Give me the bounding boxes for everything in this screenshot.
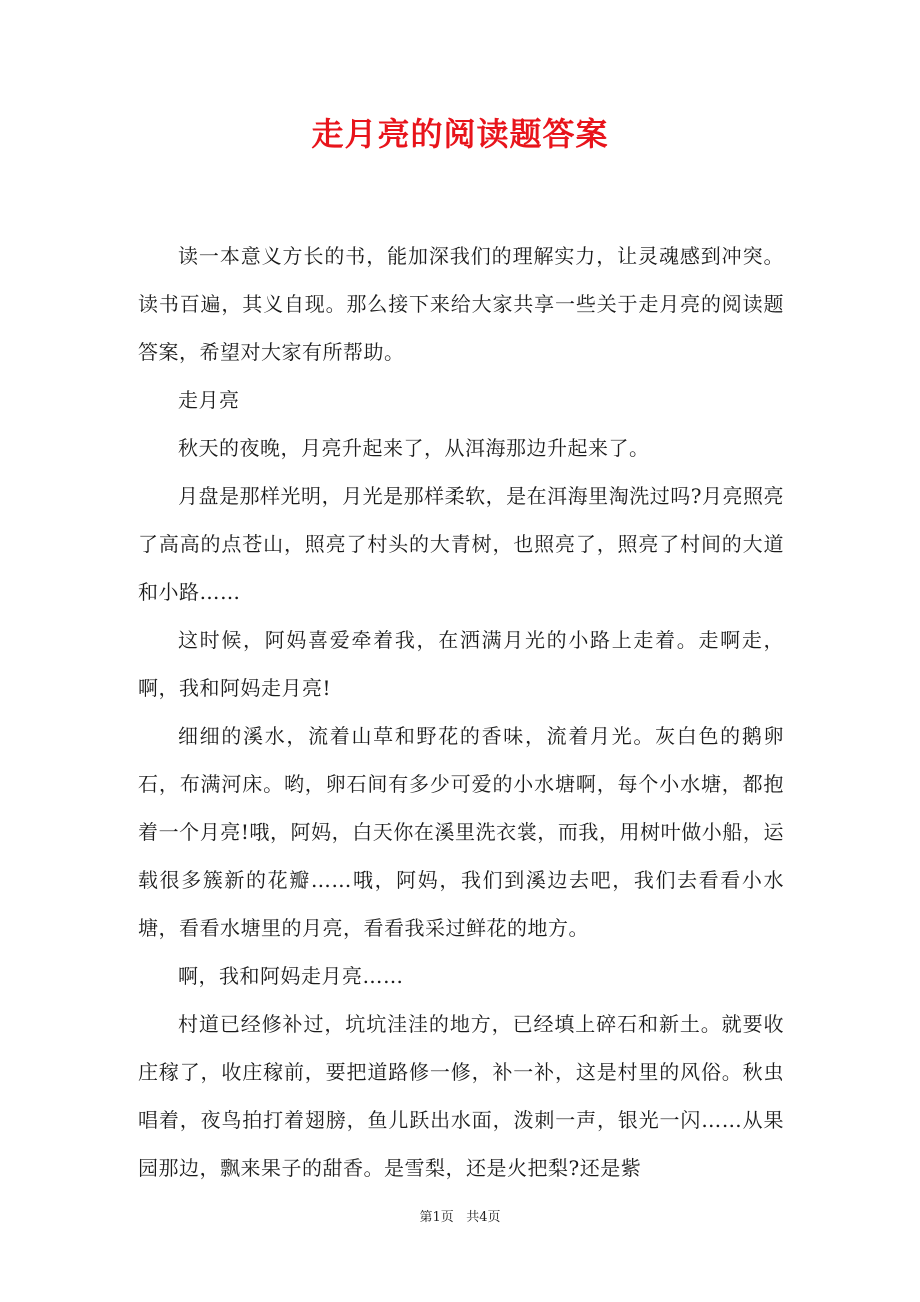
page-footer (0, 1206, 920, 1225)
page-total: 共4页 (466, 1210, 501, 1225)
paragraph: 村道已经修补过，坑坑洼洼的地方，已经填上碎石和新土。就要收庄稼了，收庄稼前，要把道路修一修，补一补，这是村里的风俗。秋虫唱着，夜鸟拍打着翅膀，鱼儿跃出水面，泼刺一声，银光一闪……从果园那边，飘来果子的甜香。是雪梨，还是火把梨?还是紫 (138, 1012, 784, 1180)
document-title: 走月亮的阅读题答案 (311, 115, 609, 153)
document-body (138, 232, 784, 1192)
paragraph: 月盘是那样光明，月光是那样柔软，是在洱海里淘洗过吗?月亮照亮了高高的点苍山，照亮了村头的大青树，也照亮了，照亮了村间的大道和小路…… (138, 484, 784, 604)
paragraph: 啊，我和阿妈走月亮…… (178, 964, 404, 988)
paragraph: 细细的溪水，流着山草和野花的香味，流着月光。灰白色的鹅卵石，布满河床。哟，卵石间有多少可爱的小水塘啊，每个小水塘，都抱着一个月亮!哦，阿妈，白天你在溪里洗衣裳，而我，用树叶做小船，运载很多簇新的花瓣……哦，阿妈，我们到溪边去吧，我们去看看小水塘，看看水塘里的月亮，看看我采过鲜花的地方。 (138, 724, 784, 940)
paragraph: 秋天的夜晚，月亮升起来了，从洱海那边升起来了。 (178, 436, 650, 460)
paragraph: 这时候，阿妈喜爱牵着我，在洒满月光的小路上走着。走啊走，啊，我和阿妈走月亮! (138, 628, 784, 700)
paragraph-intro: 读一本意义方长的书，能加深我们的理解实力，让灵魂感到冲突。读书百遍，其义自现。那么接下来给大家共享一些关于走月亮的阅读题答案，希望对大家有所帮助。 (138, 244, 784, 364)
page-number: 第1页 (419, 1210, 454, 1225)
paragraph-heading: 走月亮 (178, 388, 240, 412)
